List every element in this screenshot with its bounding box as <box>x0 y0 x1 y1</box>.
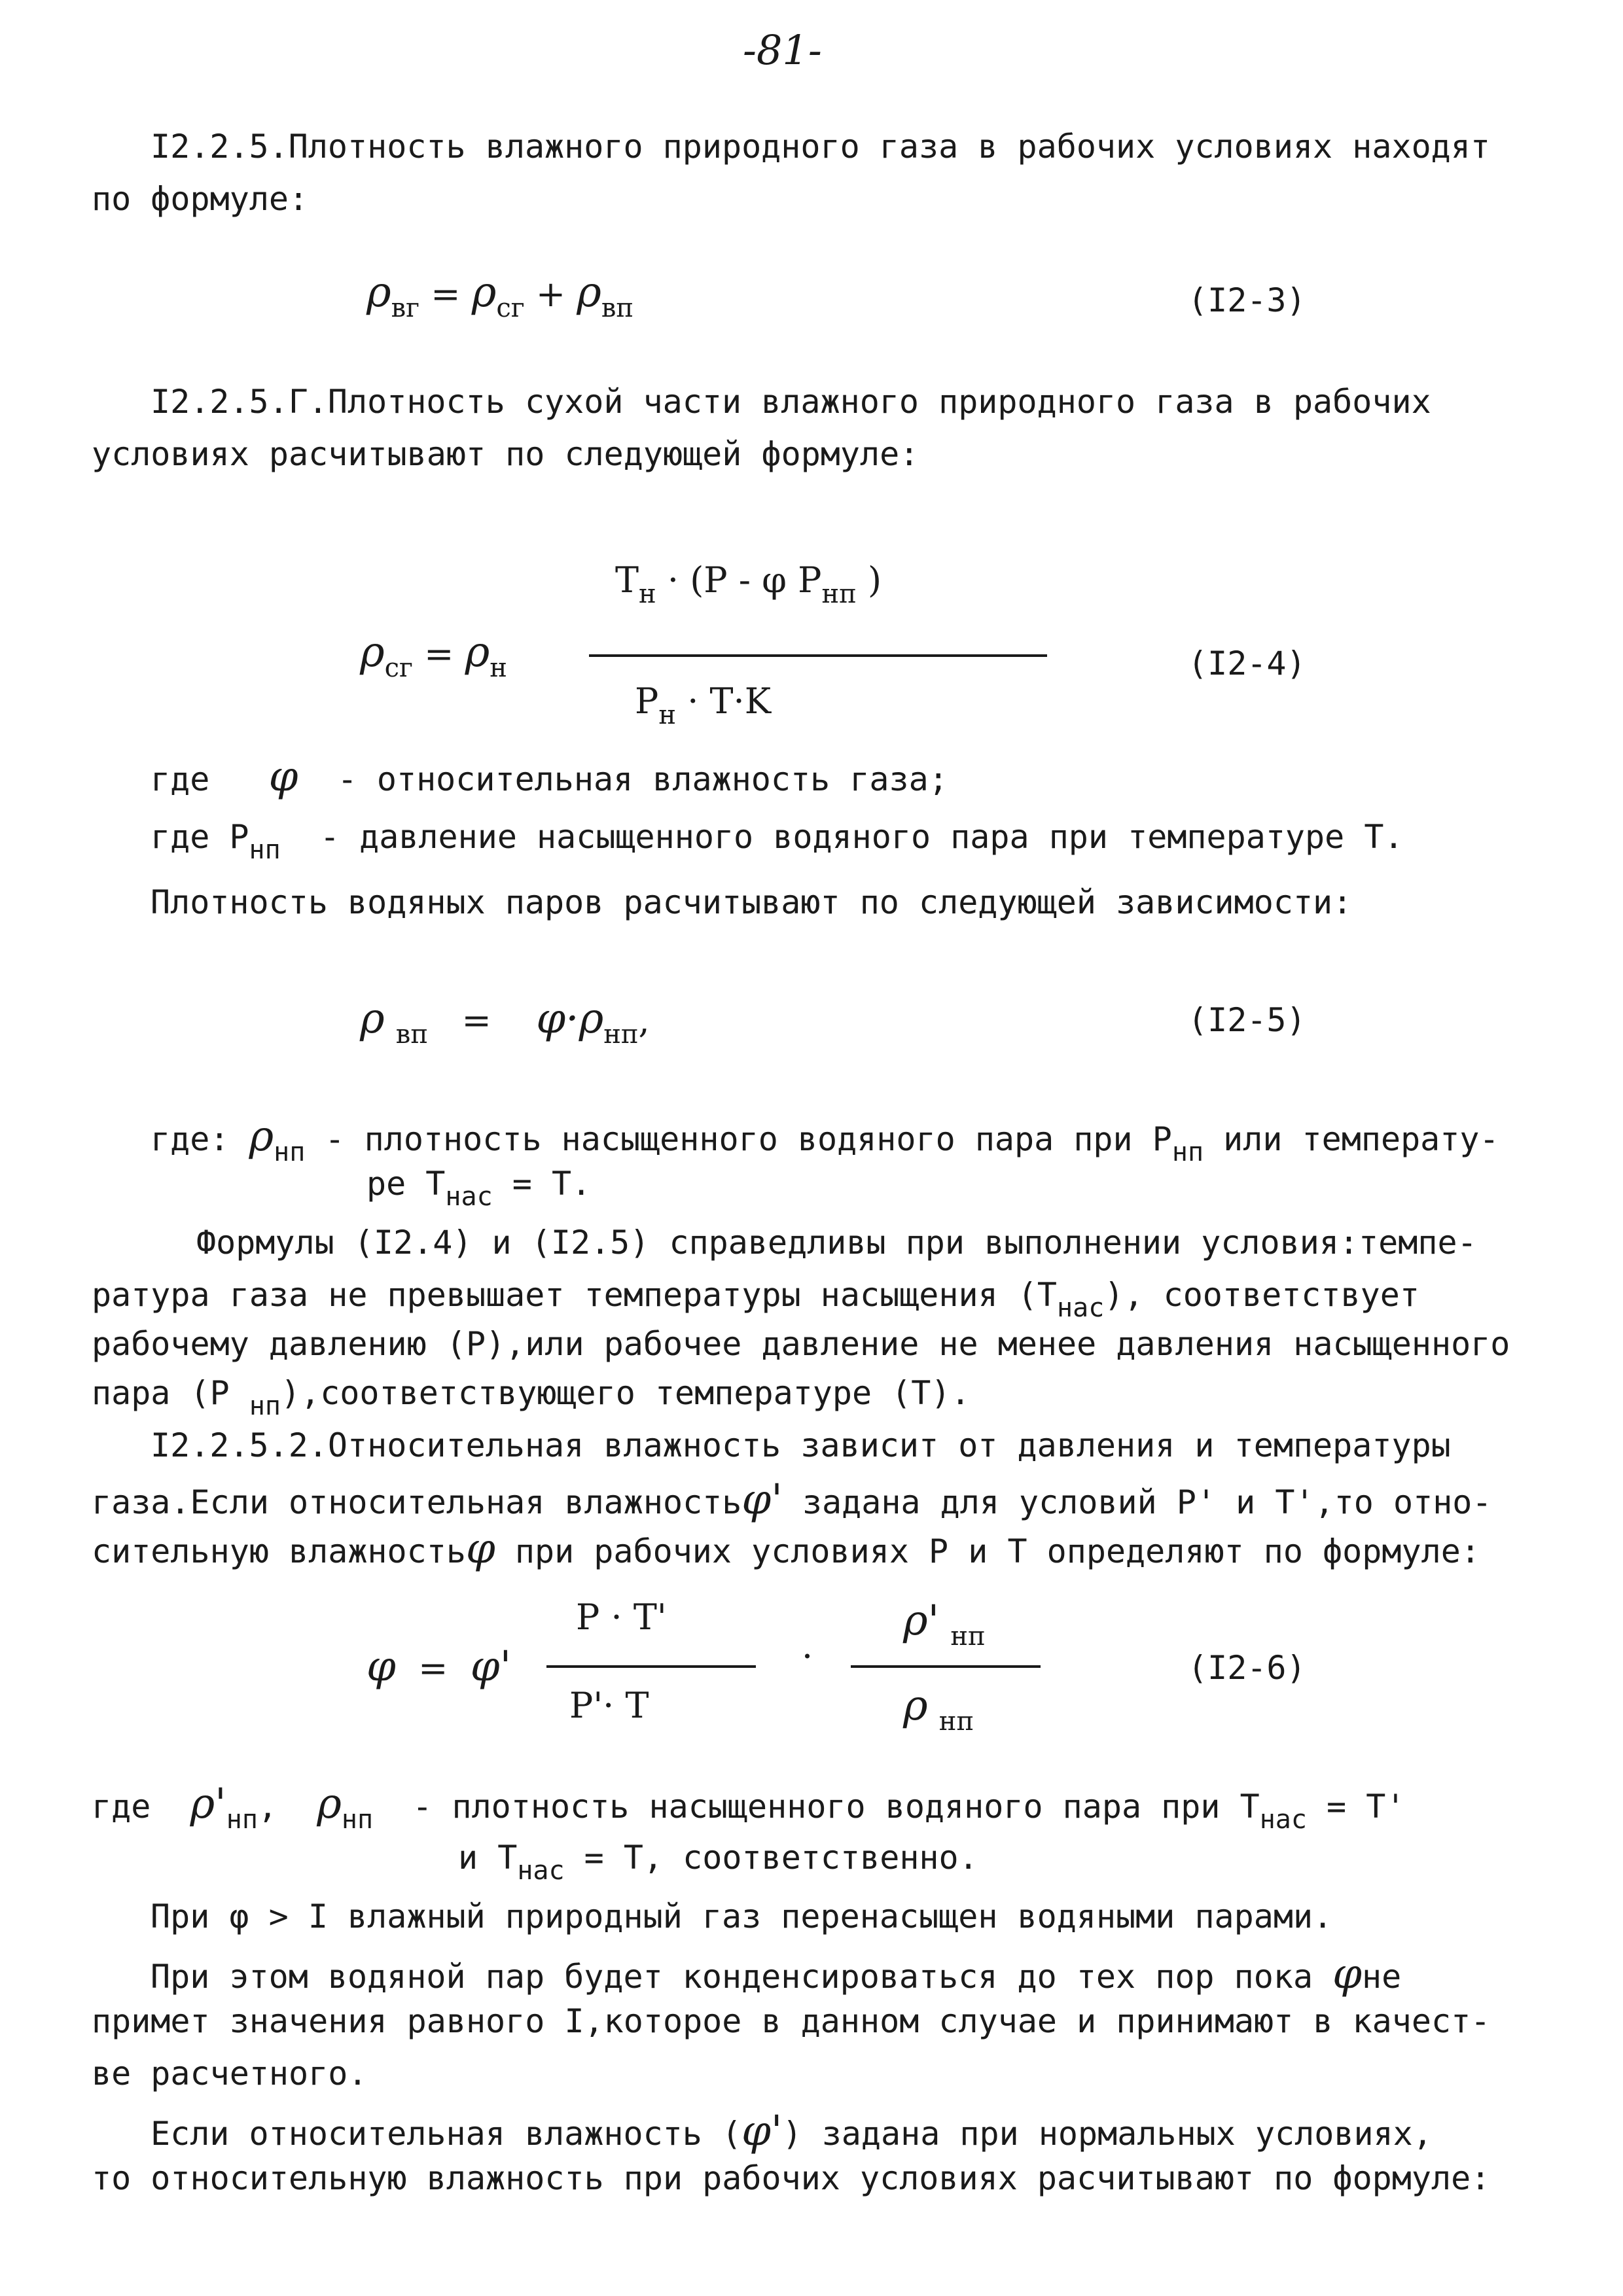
definition-pnp: где $P_{нп}$ - давление насыщенного водяного пара при температуре T. <box>151 818 1404 865</box>
equation-12-6-f1-numerator: P · T' <box>576 1597 667 1638</box>
para-12-2-5-g-line1: I2.2.5.Г.Плотность сухой части влажного природного газа в рабочих <box>151 383 1431 421</box>
equation-12-5: 𝜌 $_{вп}$ = φ·𝜌$_{нп}$, <box>360 995 650 1050</box>
conditions-line1: Формулы (I2.4) и (I2.5) справедливы при выполнении условия:темпе- <box>196 1224 1477 1262</box>
equation-12-6-f2-denominator: 𝜌 $_{нп}$ <box>903 1682 974 1737</box>
conditions-line3: рабочему давлению (P),или рабочее давление не менее давления насыщенного <box>92 1325 1510 1363</box>
supersaturation-line2: При этом водяной пар будет конденсироваться до тех пор пока φне <box>151 1950 1402 1998</box>
definition-rho-np-cont: ре $T_{нас} = T$. <box>366 1165 592 1212</box>
equation-12-6-f1-denominator: P'· T <box>569 1685 649 1726</box>
para-12-2-5-2-line1: I2.2.5.2.Относительная влажность зависит от давления и температуры <box>151 1426 1451 1464</box>
fraction-bar-12-6-first <box>546 1665 756 1668</box>
definition-phi: где φ - относительная влажность газа; <box>151 752 948 801</box>
para-12-2-5-2-line3: сительную влажностьφ при рабочих условиях P и T определяют по формуле: <box>92 1525 1480 1573</box>
equation-12-4-numerator: $T_н \cdot (P - \varphi$ $P_{нп}$ ) <box>615 559 882 609</box>
equation-number-12-6: (I2-6) <box>1188 1649 1306 1687</box>
equation-number-12-3: (I2-3) <box>1188 281 1306 319</box>
water-vapor-intro: Плотность водяных паров расчитывают по следующей зависимости: <box>151 883 1353 921</box>
supersaturation-line4: ве расчетного. <box>92 2055 368 2093</box>
definition-eq-12-6-line2: и $T_{нас} = T$, соответственно. <box>458 1839 978 1886</box>
supersaturation-line3: примет значения равного I,которое в данном случае и принимают в качест- <box>92 2002 1491 2040</box>
normal-conditions-line1: Если относительная влажность (φ') задана при нормальных условиях, <box>151 2107 1433 2155</box>
definition-rho-np: где: 𝜌$_{нп}$ - плотность насыщенного водяного пара при $P_{нп}$ или температу- <box>151 1112 1499 1167</box>
para-12-2-5-line1: I2.2.5.Плотность влажного природного газа в рабочих условиях находят <box>151 128 1490 166</box>
conditions-line4: пара (P $_{нп}$),соответствующего температуре (T). <box>92 1374 971 1421</box>
normal-conditions-line2: то относительную влажность при рабочих условиях расчитывают по формуле: <box>92 2159 1491 2197</box>
equation-12-6-dot: · <box>802 1636 813 1677</box>
equation-12-4-lhs: 𝜌$_{сг}$ = 𝜌$_н$ <box>360 628 507 683</box>
equation-12-6-f2-numerator: 𝜌' $_{нп}$ <box>903 1597 986 1651</box>
para-12-2-5-line2: по формуле: <box>92 180 309 218</box>
supersaturation-line1: При φ > I влажный природный газ перенасыщен водяными парами. <box>151 1898 1333 1935</box>
fraction-bar-12-6-second <box>851 1665 1041 1668</box>
definition-eq-12-6-line1: где $𝜌'_{нп}$, 𝜌$_{нп}$ - плотность насыщенного водяного пара при $T_{нас} = T'$ <box>92 1780 1406 1835</box>
fraction-bar-12-4 <box>589 654 1047 657</box>
equation-12-4-denominator: $P_н \cdot T\cdot K$ <box>635 680 772 730</box>
para-12-2-5-2-line2: газа.Если относительная влажностьφ' задана для условий P' и T',то отно- <box>92 1475 1492 1524</box>
equation-12-3: 𝜌$_{вг}$ = 𝜌$_{сг}$ + 𝜌$_{вп}$ <box>366 268 634 323</box>
equation-number-12-4: (I2-4) <box>1188 645 1306 682</box>
conditions-line2: ратура газа не превышает температуры насыщения $(T_{нас})$, соответствует <box>92 1276 1419 1323</box>
equation-number-12-5: (I2-5) <box>1188 1001 1306 1039</box>
equation-12-6-lhs: φ = φ' <box>366 1642 512 1691</box>
page-number: -81- <box>743 26 822 74</box>
para-12-2-5-g-line2: условиях расчитывают по следующей формуле: <box>92 435 919 473</box>
